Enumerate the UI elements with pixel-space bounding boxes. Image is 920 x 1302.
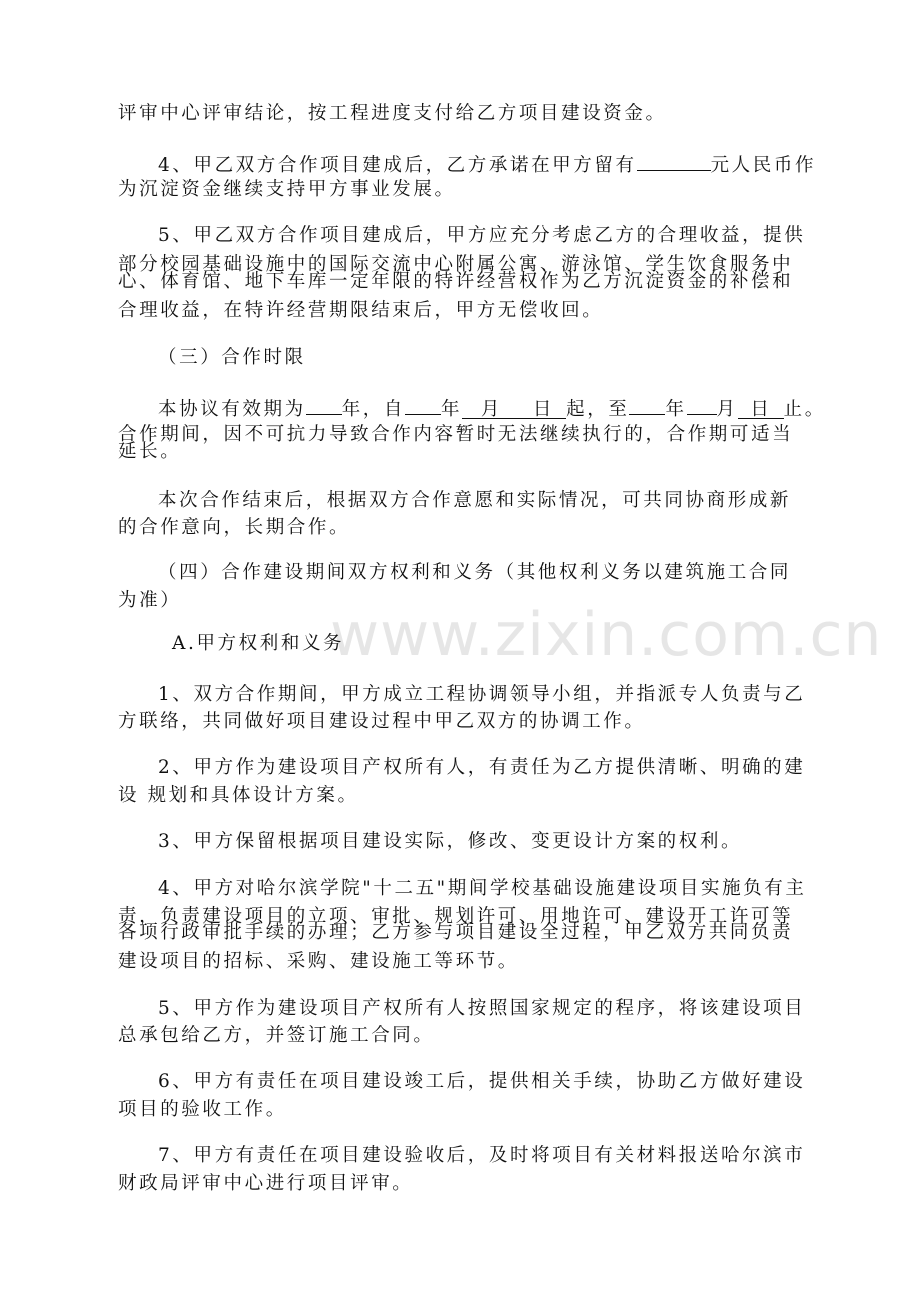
section-heading-3: （三）合作时限 (158, 347, 306, 368)
subsection-heading-a: A.甲方权利和义务 (172, 633, 345, 654)
paragraph-line: 1、双方合作期间，甲方成立工程协调领导小组，并指派专人负责与乙 (158, 684, 806, 705)
blank-amount (637, 146, 711, 171)
blank-end-day: 日 (738, 394, 784, 419)
paragraph-line: 6、甲方有责任在项目建设竣工后，提供相关手续，协助乙方做好建设 (158, 1071, 806, 1092)
blank-years (306, 390, 342, 415)
blank-end-year (629, 390, 665, 415)
paragraph-line: 建设项目的招标、采购、建设施工等环节。 (118, 951, 519, 972)
blank-start-day: 日 (520, 394, 566, 419)
paragraph-line: 评审中心评审结论，按工程进度支付给乙方项目建设资金。 (118, 103, 667, 124)
paragraph-line: 7、甲方有责任在项目建设验收后，及时将项目有关材料报送哈尔滨市 (158, 1145, 806, 1166)
paragraph-clause-4: 4、甲乙双方合作项目建成后，乙方承诺在甲方留有 元人民币作 (118, 146, 860, 182)
paragraph-line: 设 规划和具体设计方案。 (118, 785, 359, 806)
paragraph-line: 总承包给乙方，并签订施工合同。 (118, 1025, 435, 1046)
paragraph-line: 责，负责建设项目的立项、审批、规划许可、用地许可、建设开工许可等 (118, 906, 794, 927)
paragraph-line: 本次合作结束后，根据双方合作意愿和实际情况，可共同协商形成新 (158, 490, 792, 511)
paragraph-line: 2、甲方作为建设项目产权所有人，有责任为乙方提供清晰、明确的建 (158, 757, 806, 778)
watermark-text: www.zixin.com.cn (330, 600, 883, 670)
paragraph-line: 各项行政审批手续的办理；乙方参与项目建设全过程，甲乙双方共同负责 (118, 922, 794, 943)
paragraph-line: 为沉淀资金继续支持甲方事业发展。 (118, 179, 456, 200)
paragraph-line: 4、甲方对哈尔滨学院"十二五"期间学校基础设施建设项目实施负有主 (158, 878, 807, 899)
blank-start-year (405, 390, 441, 415)
paragraph-line: 的合作意向，长期合作。 (118, 517, 351, 538)
paragraph-line: 方联络，共同做好项目建设过程中甲乙双方的协调工作。 (118, 711, 646, 732)
paragraph-line: 5、甲方作为建设项目产权所有人按照国家规定的程序，将该建设项目 (158, 998, 806, 1019)
paragraph-line: 合理收益，在特许经营期限结束后，甲方无偿收回。 (118, 300, 604, 321)
paragraph-line: 心、体育馆、地下车库一定年限的特许经营权作为乙方沉淀资金的补偿和 (118, 271, 794, 292)
paragraph-line: 合作期间，因不可抗力导致合作内容暂时无法继续执行的，合作期可适当 (118, 424, 794, 445)
paragraph-line: 财政局评审中心进行项目评审。 (118, 1173, 414, 1194)
section-heading-4-cont: 为准） (118, 590, 182, 611)
paragraph-line: 项目的验收工作。 (118, 1099, 287, 1120)
paragraph-line: 3、甲方保留根据项目建设实际，修改、变更设计方案的权利。 (158, 831, 743, 852)
section-heading-4: （四）合作建设期间双方权利和义务（其他权利义务以建筑施工合同 (158, 562, 792, 583)
paragraph-term: 本协议有效期为 年，自 年 月 日 起，至 年 月 日 止。 (118, 390, 860, 426)
paragraph-line: 延长。 (118, 441, 182, 462)
paragraph-line: 5、甲乙双方合作项目建成后，甲方应充分考虑乙方的合理收益，提供 (158, 225, 806, 246)
blank-start-month: 月 (462, 394, 520, 419)
paragraph-line: 部分校园基础设施中的国际交流中心附属公寓、游泳馆、学生饮食服务中 (118, 254, 794, 275)
blank-end-month (687, 390, 717, 415)
